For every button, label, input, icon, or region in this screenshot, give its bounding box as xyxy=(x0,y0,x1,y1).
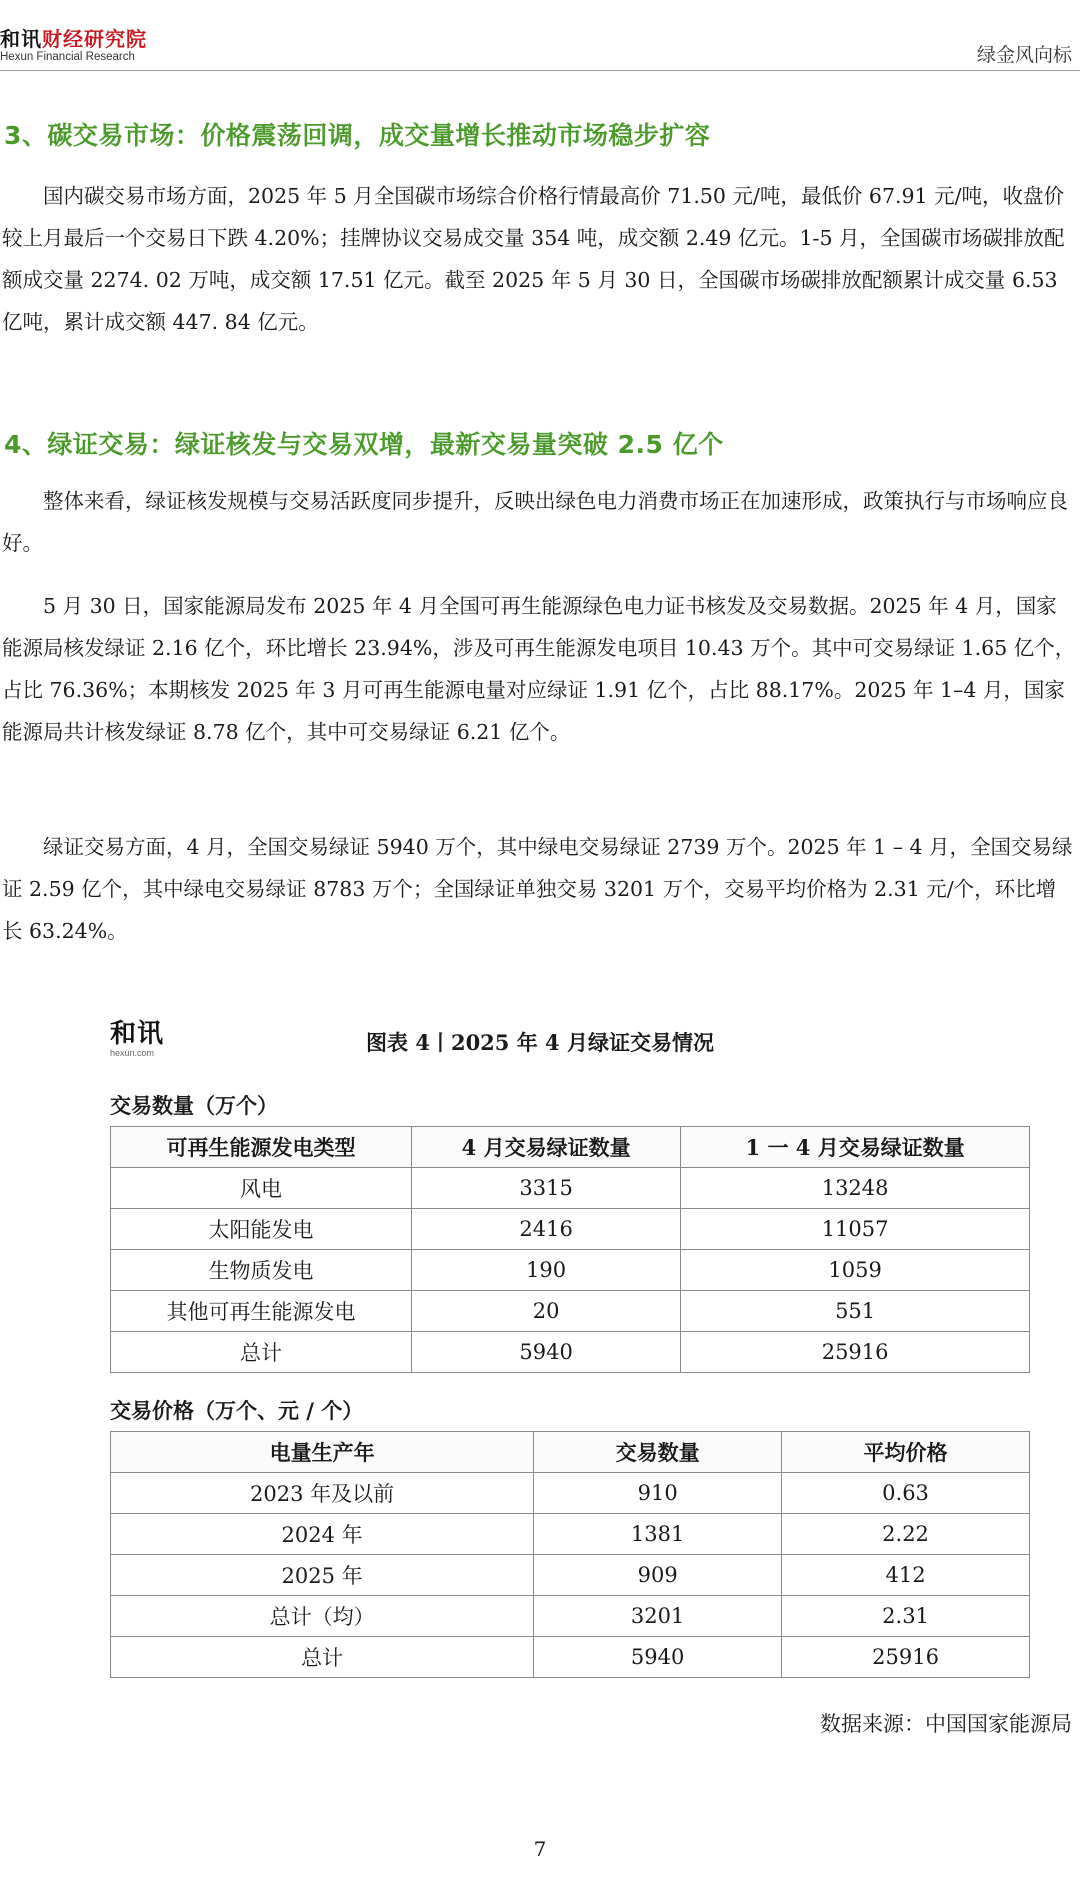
hexun-logo xyxy=(0,28,147,64)
trade-volume-table xyxy=(110,1126,1030,1373)
table-1-caption: 交易数量（万个） xyxy=(110,1093,278,1118)
table-cell: 25916 xyxy=(782,1637,1030,1678)
table-cell: 5940 xyxy=(412,1332,681,1373)
column-header: 1 一 4 月交易绿证数量 xyxy=(681,1127,1030,1168)
table-row xyxy=(111,1168,1030,1209)
table-cell: 11057 xyxy=(681,1209,1030,1250)
table-cell: 总计（均） xyxy=(111,1596,534,1637)
table-row xyxy=(111,1209,1030,1250)
table-cell: 太阳能发电 xyxy=(111,1209,412,1250)
table-cell: 总计 xyxy=(111,1637,534,1678)
page-number: 7 xyxy=(533,1837,547,1861)
table-cell: 412 xyxy=(782,1555,1030,1596)
table-cell: 2025 年 xyxy=(111,1555,534,1596)
header-divider xyxy=(0,70,1080,71)
table-cell: 总计 xyxy=(111,1332,412,1373)
table-cell: 2416 xyxy=(412,1209,681,1250)
column-header: 4 月交易绿证数量 xyxy=(412,1127,681,1168)
table-row xyxy=(111,1637,1030,1678)
section-4-paragraph-1: 整体来看，绿证核发规模与交易活跃度同步提升，反映出绿色电力消费市场正在加速形成，政策执行与市场响应良好。 xyxy=(2,489,1068,555)
table-cell: 13248 xyxy=(681,1168,1030,1209)
table-cell: 生物质发电 xyxy=(111,1250,412,1291)
section-3-paragraph: 国内碳交易市场方面，2025 年 5 月全国碳市场综合价格行情最高价 71.50 元/吨，最低价 67.91 元/吨，收盘价较上月最后一个交易日下跌 4.20%；挂牌协议交易成交量 354 吨，成交额 2.49 亿元。1-5 月，全国碳市场碳排放配额成交量 2274. 02 万吨，成交额 17.51 亿元。截至 2025 年 5 月 30 日，全国碳市场碳排放配额累计成交量 6.53 亿吨，累计成交额 447. 84 亿元。 xyxy=(2,184,1065,334)
figure-hexun-logo: 和讯 hexun.com xyxy=(110,1019,165,1058)
data-source-note: 数据来源：中国国家能源局 xyxy=(820,1712,1072,1736)
table-cell: 2.31 xyxy=(782,1596,1030,1637)
table-cell: 1059 xyxy=(681,1250,1030,1291)
table-header-row xyxy=(111,1127,1030,1168)
column-header: 电量生产年 xyxy=(111,1432,534,1473)
section-4-paragraph-3: 绿证交易方面，4 月，全国交易绿证 5940 万个，其中绿电交易绿证 2739 万个。2025 年 1 – 4 月，全国交易绿证 2.59 亿个，其中绿电交易绿证 8783 万个；全国绿证单独交易 3201 万个，交易平均价格为 2.31 元/个，环比增长 63.24%。 xyxy=(2,835,1073,943)
table-cell: 风电 xyxy=(111,1168,412,1209)
table-header-row xyxy=(111,1432,1030,1473)
table-cell: 5940 xyxy=(534,1637,782,1678)
header-publication-title: 绿金风向标 xyxy=(976,44,1072,66)
logo-chinese: 和讯财经研究院 xyxy=(0,27,147,51)
logo-english: Hexun Financial Research xyxy=(0,51,135,63)
table-cell: 2.22 xyxy=(782,1514,1030,1555)
table-row xyxy=(111,1555,1030,1596)
table-cell: 3315 xyxy=(412,1168,681,1209)
column-header: 平均价格 xyxy=(782,1432,1030,1473)
table-cell: 2023 年及以前 xyxy=(111,1473,534,1514)
table-cell: 551 xyxy=(681,1291,1030,1332)
section-4-heading: 4、绿证交易：绿证核发与交易双增，最新交易量突破 2.5 亿个 xyxy=(4,430,724,459)
trade-price-table xyxy=(110,1431,1030,1678)
figure-title: 图表 4丨2025 年 4 月绿证交易情况 xyxy=(366,1030,714,1055)
table-2-caption: 交易价格（万个、元 / 个） xyxy=(110,1398,364,1423)
table-cell: 190 xyxy=(412,1250,681,1291)
table-row xyxy=(111,1473,1030,1514)
table-cell: 3201 xyxy=(534,1596,782,1637)
table-row xyxy=(111,1250,1030,1291)
table-cell: 1381 xyxy=(534,1514,782,1555)
section-4-paragraph-2: 5 月 30 日，国家能源局发布 2025 年 4 月全国可再生能源绿色电力证书核发及交易数据。2025 年 4 月，国家能源局核发绿证 2.16 亿个，环比增长 23.94%，涉及可再生能源发电项目 10.43 万个。其中可交易绿证 1.65 亿个，占比 76.36%；本期核发 2025 年 3 月可再生能源电量对应绿证 1.91 亿个，占比 88.17%。2025 年 1–4 月，国家能源局共计核发绿证 8.78 亿个，其中可交易绿证 6.21 亿个。 xyxy=(2,594,1076,744)
column-header: 交易数量 xyxy=(534,1432,782,1473)
table-row xyxy=(111,1332,1030,1373)
table-row xyxy=(111,1291,1030,1332)
table-row xyxy=(111,1514,1030,1555)
table-cell: 其他可再生能源发电 xyxy=(111,1291,412,1332)
column-header: 可再生能源发电类型 xyxy=(111,1127,412,1168)
table-row xyxy=(111,1596,1030,1637)
table-cell: 2024 年 xyxy=(111,1514,534,1555)
table-cell: 25916 xyxy=(681,1332,1030,1373)
table-cell: 910 xyxy=(534,1473,782,1514)
table-cell: 0.63 xyxy=(782,1473,1030,1514)
section-3-heading: 3、碳交易市场：价格震荡回调，成交量增长推动市场稳步扩容 xyxy=(4,121,711,150)
page-header xyxy=(0,0,1080,70)
table-cell: 909 xyxy=(534,1555,782,1596)
table-cell: 20 xyxy=(412,1291,681,1332)
